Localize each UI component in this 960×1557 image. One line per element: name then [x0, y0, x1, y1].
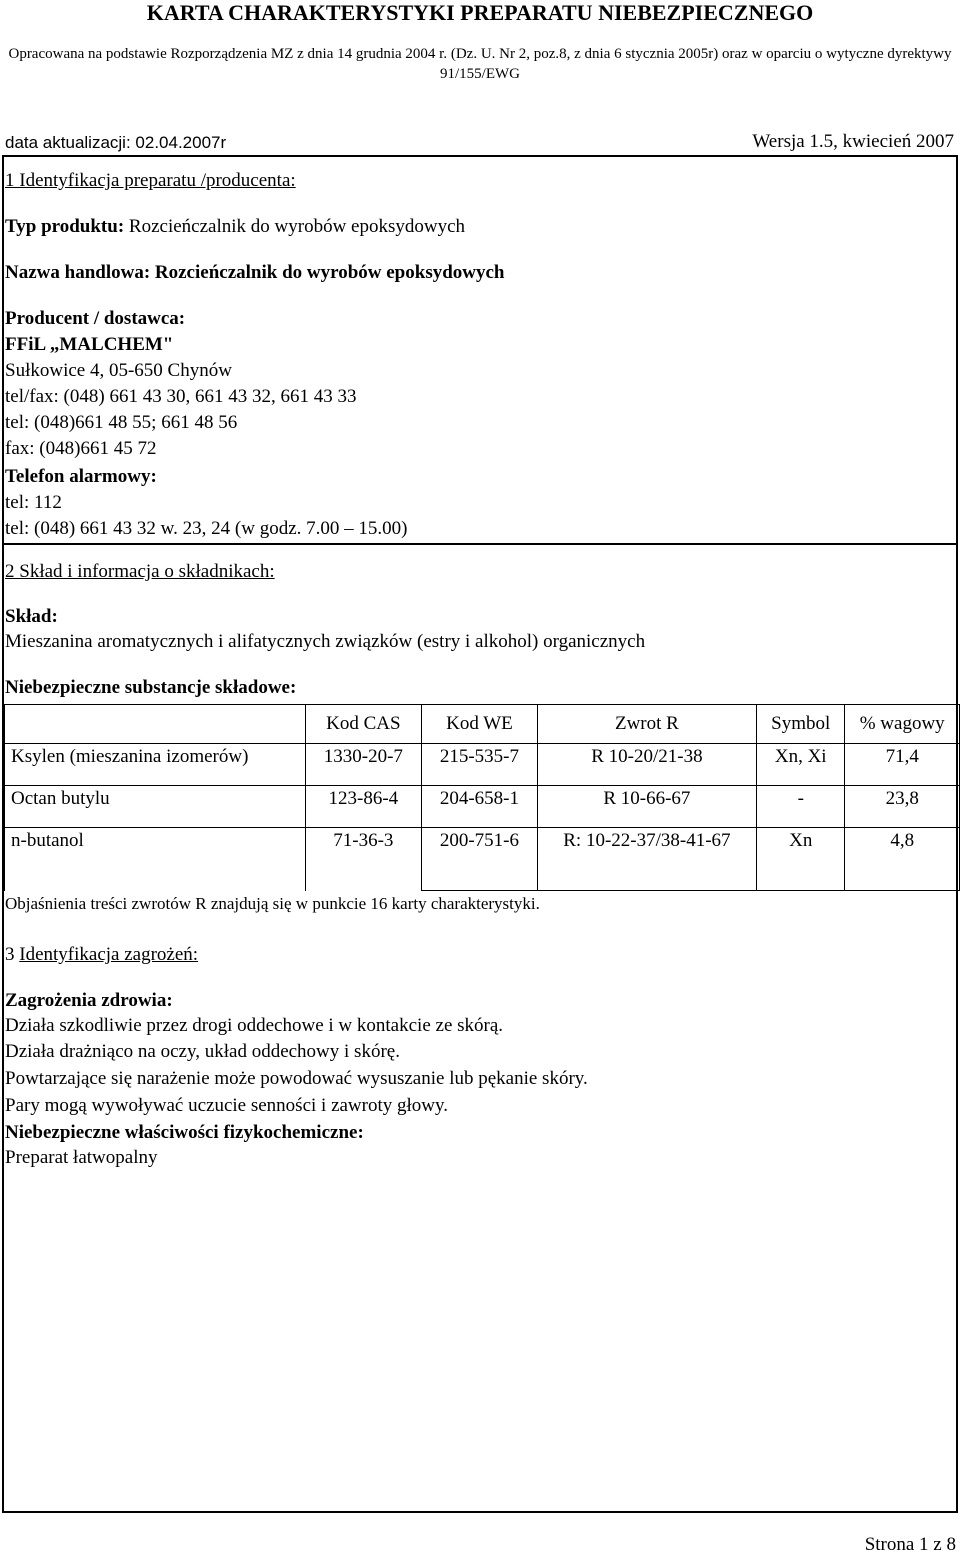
- update-date: data aktualizacji: 02.04.2007r: [5, 133, 227, 152]
- section-3-heading: [5, 944, 198, 966]
- cell-we: 204-658-1: [422, 786, 538, 828]
- company-address: Sułkowice 4, 05-650 Chynów: [5, 360, 232, 381]
- alarm-label: Telefon alarmowy:: [5, 466, 157, 487]
- fax-line: fax: (048)661 45 72: [5, 438, 157, 459]
- trade-name-value: Rozcieńczalnik do wyrobów epoksydowych: [154, 262, 505, 283]
- cell-rphrase: R 10-66-67: [537, 786, 756, 828]
- version-info: Wersja 1.5, kwiecień 2007: [752, 131, 954, 152]
- cell-name: n-butanol: [5, 828, 306, 891]
- trade-name: [5, 262, 505, 284]
- hazardous-label: Niebezpieczne substancje składowe:: [5, 677, 297, 698]
- cell-rphrase: R 10-20/21-38: [537, 744, 756, 786]
- producer-label: Producent / dostawca:: [5, 308, 186, 329]
- composition-label: Skład:: [5, 606, 58, 627]
- cell-weight: 4,8: [845, 828, 960, 891]
- cell-weight: 71,4: [845, 744, 960, 786]
- section-3-title: Identyfikacja zagrożeń:: [19, 944, 199, 965]
- header-cell-weight: % wagowy: [845, 705, 960, 744]
- cell-weight: 23,8: [845, 786, 960, 828]
- health-hazards-label: Zagrożenia zdrowia:: [5, 990, 173, 1011]
- cell-symbol: Xn: [757, 828, 845, 891]
- cell-rphrase: R: 10-22-37/38-41-67: [537, 828, 756, 891]
- table-row: [5, 786, 960, 828]
- document-subtitle: Opracowana na podstawie Rozporządzenia MZ z dnia 14 grudnia 2004 r. (Dz. U. Nr 2, poz.8, z dnia 6 stycznia 2005r) oraz w oparciu o wytyczne dyrektywy 91/155/EWG: [8, 46, 952, 82]
- alarm-tel-1: tel: 112: [5, 492, 62, 513]
- cell-cas: 123-86-4: [305, 786, 422, 828]
- health-hazard-line: Pary mogą wywoływać uczucie senności i zawroty głowy.: [5, 1095, 449, 1116]
- header-cell-cas: Kod CAS: [305, 705, 422, 744]
- header-cell-name: [5, 705, 306, 744]
- physchem-value: Preparat łatwopalny: [5, 1147, 158, 1168]
- company-name: FFiL „MALCHEM": [5, 334, 174, 355]
- substances-table: [4, 704, 960, 891]
- section-2-heading: 2 Skład i informacja o składnikach:: [5, 561, 275, 582]
- header-cell-rphrase: Zwrot R: [537, 705, 756, 744]
- header-cell-symbol: Symbol: [757, 705, 845, 744]
- cell-name: Octan butylu: [5, 786, 306, 828]
- health-hazard-line: Działa szkodliwie przez drogi oddechowe i w kontakcie ze skórą.: [5, 1015, 504, 1036]
- health-hazard-line: Powtarzające się narażenie może powodować wysuszanie lub pękanie skóry.: [5, 1068, 588, 1089]
- product-type-value: Rozcieńczalnik do wyrobów epoksydowych: [128, 216, 466, 237]
- cell-we: 215-535-7: [422, 744, 538, 786]
- cell-cas: 1330-20-7: [305, 744, 422, 786]
- composition-value: Mieszanina aromatycznych i alifatycznych związków (estry i alkohol) organicznych: [5, 631, 646, 652]
- product-type: [5, 216, 465, 238]
- tel-line: tel: (048)661 48 55; 661 48 56: [5, 412, 238, 433]
- document-title: KARTA CHARAKTERYSTYKI PREPARATU NIEBEZPIECZNEGO: [146, 0, 814, 25]
- physchem-label: Niebezpieczne właściwości fizykochemiczne:: [5, 1122, 364, 1143]
- table-header-row: [5, 705, 960, 744]
- table-row: [5, 744, 960, 786]
- cell-symbol: -: [757, 786, 845, 828]
- health-hazard-line: Działa drażniąco na oczy, układ oddechowy i skórę.: [5, 1041, 400, 1062]
- header-cell-we: Kod WE: [422, 705, 538, 744]
- section-3-number: 3: [5, 944, 15, 965]
- alarm-tel-2: tel: (048) 661 43 32 w. 23, 24 (w godz. 7.00 – 15.00): [5, 518, 408, 539]
- trade-name-label: Nazwa handlowa:: [5, 262, 151, 283]
- page-number: Strona 1 z 8: [864, 1534, 956, 1555]
- r-phrases-note: Objaśnienia treści zwrotów R znajdują się w punkcie 16 karty charakterystyki.: [5, 894, 540, 913]
- cell-name: Ksylen (mieszanina izomerów): [5, 744, 306, 786]
- section-1-heading: 1 Identyfikacja preparatu /producenta:: [5, 170, 296, 191]
- product-type-label: Typ produktu:: [5, 216, 125, 237]
- cell-cas: 71-36-3: [305, 828, 422, 891]
- telfax-line: tel/fax: (048) 661 43 30, 661 43 32, 661 43 33: [5, 386, 357, 407]
- cell-symbol: Xn, Xi: [757, 744, 845, 786]
- table-row: [5, 828, 960, 891]
- cell-we: 200-751-6: [422, 828, 538, 891]
